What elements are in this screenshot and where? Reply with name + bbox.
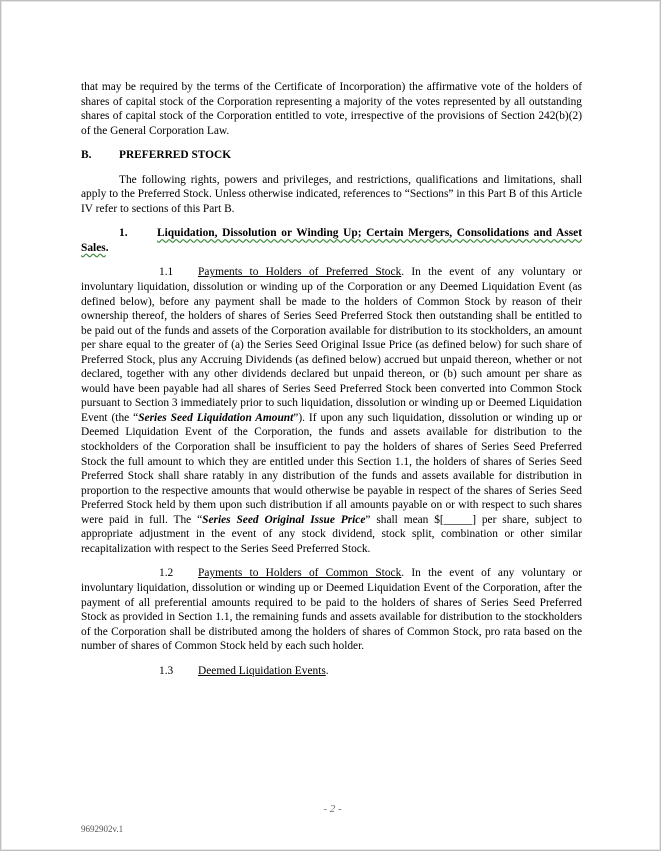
article-1-title: Liquidation, Dissolution or Winding Up; Certain Mergers, Consolidations and Asset Sales — [81, 227, 582, 254]
section-1-1-heading: Payments to Holders of Preferred Stock — [198, 266, 402, 279]
section-1-1-paragraph: 1.1 Payments to Holders of Preferred Stock. In the event of any voluntary or involuntary liquidation, dissolution or winding up of the Corporation or any Deemed Liquidation Event (as defined below), before any payment shall be made to the holders of Common Stock by reason of their ownership thereof, the holders of shares of Series Seed Preferred Stock then outstanding shall be entitled to be paid out of the funds and assets of the Corporation available for distribution to its stockholders, an amount per share equal to the greater of (a) the Series Seed Original Issue Price (as defined below) for such share of Preferred Stock, plus any Accruing Dividends (as defined below) accrued but unpaid thereon, whether or not declared, together with any other dividends declared but unpaid thereon, or (b) such amount per share as would have been payable had all shares of Series Seed Preferred Stock been converted into Common Stock pursuant to Section 3 immediately prior to such liquidation, dissolution or winding up or Deemed Liquidation Event (the “Series Seed Liquidation Amount”). If upon any such liquidation, dissolution or winding up or Deemed Liquidation Event of the Corporation, the funds and assets available for distribution to the stockholders of the Corporation shall be insufficient to pay the holders of shares of Series Seed Preferred Stock the full amount to which they are entitled under this Section 1.1, the holders of shares of Series Seed Preferred Stock shall share ratably in any distribution of the funds and assets available for distribution in proportion to the respective amounts that would otherwise be payable in respect of the shares of Series Seed Preferred Stock held by them upon such distribution if all amounts payable on or with respect to such shares were paid in full. The “Series Seed Original Issue Price” shall mean $[_____] per share, subject to appropriate adjustment in the event of any stock dividend, stock split, combination or other similar recapitalization with respect to the Series Seed Preferred Stock. — [81, 266, 582, 555]
section-1-3-paragraph: 1.3 Deemed Liquidation Events. — [159, 664, 329, 677]
section-1-2-heading: Payments to Holders of Common Stock — [198, 567, 402, 580]
section-b-heading — [81, 148, 582, 163]
section-b-intro: The following rights, powers and privileges, and restrictions, qualifications and limitations, shall apply to the Preferred Stock. Unless otherwise indicated, references to “Sections” in this Part B of this Article IV refer to sections of this Part B. — [81, 173, 582, 215]
defined-term-liquidation-amount: Series Seed Liquidation Amount — [138, 411, 294, 424]
section-1-3-number: 1.3 — [159, 664, 174, 677]
section-1-2-paragraph: 1.2 Payments to Holders of Common Stock. In the event of any voluntary or involuntary liquidation, dissolution or winding up or Deemed Liquidation Event of the Corporation, after the payment of all preferential amounts required to be paid to the holders of shares of Series Seed Preferred Stock as provided in Section 1.1, the remaining funds and assets available for distribution to the stockholders of the Corporation shall be distributed among the holders of shares of Common Stock, pro rata based on the number of shares of Common Stock held by each such holder. — [81, 567, 582, 653]
document-body — [81, 80, 582, 678]
section-b-title: PREFERRED STOCK — [119, 149, 232, 162]
article-1-number: 1. — [119, 227, 128, 240]
article-1-heading: 1. Liquidation, Dissolution or Winding Up; Certain Mergers, Consolidations and Asset Sales. — [81, 227, 582, 254]
section-1-1-number: 1.1 — [159, 266, 174, 279]
page-number: - 2 - — [323, 803, 342, 815]
section-1-3-heading: Deemed Liquidation Events — [198, 664, 326, 677]
defined-term-original-issue-price: Series Seed Original Issue Price — [202, 513, 366, 526]
document-id: 9692902v.1 — [81, 824, 124, 834]
intro-paragraph: that may be required by the terms of the Certificate of Incorporation) the affirmative vote of the holders of shares of capital stock of the Corporation representing a majority of the votes represented by all outstanding shares of capital stock of the Corporation entitled to vote, irrespective of the provisions of Section 242(b)(2) of the General Corporation Law. — [81, 81, 582, 137]
section-1-2-number: 1.2 — [159, 567, 174, 580]
section-b-number: B. — [81, 149, 92, 162]
